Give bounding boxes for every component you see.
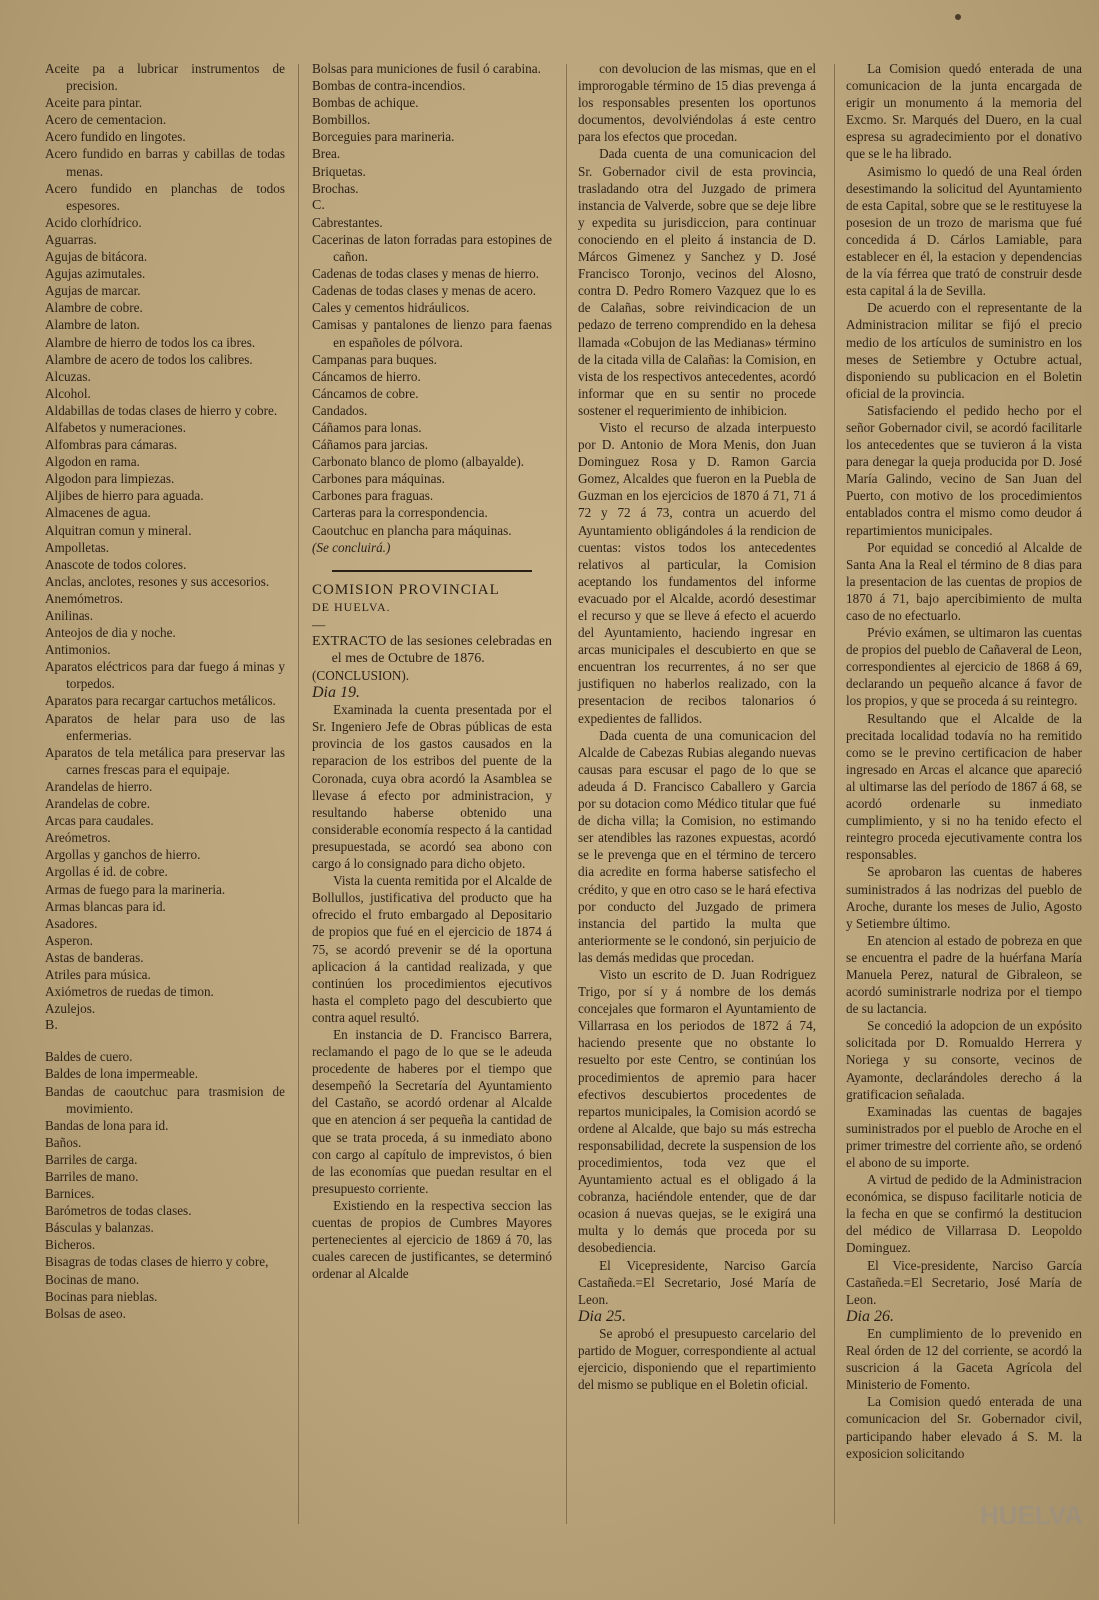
list-item: Anascote de todos colores. (45, 556, 187, 572)
col4-paragraphs-2 (846, 1325, 1082, 1462)
list-item: Anclas, anclotes, resones y sus accesorios. (45, 573, 270, 589)
paragraph: La Comision quedó enterada de una comunicacion del Sr. Gobernador civil, participando haber elevado á S. M. la exposicion solicitando (846, 1394, 1082, 1461)
list-item: Alfabetos y numeraciones. (45, 419, 186, 435)
list-item: Antimonios. (45, 642, 111, 658)
list-item: Azulejos. (45, 1001, 96, 1017)
paragraph: Visto el recurso de alzada interpuesto por D. Antonio de Mora Menis, don Juan Dominguez Rosa y D. Ramon Garcia Gomez, Alcaldes que fueron en la Puebla de Guzman en los ejercicios de 1870 á 71, 71 á 72 y 72 á 73, contra un acuerdo del Ayuntamiento obligándoles á la rendicion de cuentas: vistos todos los antecedentes relativos al particular, la Comision aceptando los fundamentos del informe evacuado por el Alcalde, acordó desestimar el recurso y que se lleve á efecto el acuerdo del Ayuntamiento, haciendo ingresar en arcas municipales el descubierto en que se encuentran los recurrentes, á no ser que justifiquen no haberlos realizado, con la presentacion de recibos talonarios ó expedientes de fallidos. (578, 419, 816, 726)
list-item: Aparatos de helar para uso de las enfermerias. (45, 710, 285, 743)
column-rule (298, 64, 299, 1524)
section-subheading: DE HUELVA. (312, 599, 391, 614)
day-heading: Dia 19. (312, 684, 360, 702)
paragraph: En instancia de D. Francisco Barrera, reclamando el pago de lo que se le adeuda procedente de haberes por el tiempo que desempeñó la Secretaría del Ayuntamiento del Castaño, se acordó ordenar al Alcalde que en atencion á ser pequeña la cantidad de que se trata proceda, á su inmediato abono con cargo al capítulo de imprevistos, ó bien de las economías que puedan resultar en el presupuesto corriente. (312, 1026, 552, 1196)
list-item: Agujas de bitácora. (45, 249, 148, 265)
paragraph: En cumplimiento de lo prevenido en Real órden de 12 del corriente, se acordó la suscricion á la Gaceta Agrícola del Ministerio de Fomento. (846, 1325, 1082, 1393)
list-item: Aparatos para recargar cartuchos metálicos. (45, 693, 276, 709)
list-item: Alfombras para cámaras. (45, 437, 178, 453)
conclusion-label: (CONCLUSION). (312, 668, 410, 683)
list-item: Arandelas de hierro. (45, 778, 153, 794)
list-item: Acero fundido en lingotes. (45, 129, 186, 145)
list-item: Barnices. (45, 1186, 95, 1202)
paragraph: En atencion al estado de pobreza en que se encuentra el padre de la huérfana María Manuela Perez, natural de Gibraleon, se acordó suministrarle nodriza por el tiempo de su lactancia. (846, 932, 1082, 1017)
list-item: Campanas para buques. (312, 351, 437, 367)
list-item: Acero de cementacion. (45, 112, 167, 128)
section-divider (332, 570, 532, 572)
list-item: Cáñamos para lonas. (312, 419, 422, 435)
items-a-list (45, 60, 285, 1017)
column-4 (846, 60, 1082, 1462)
list-item: Bisagras de todas clases de hierro y cobre, (45, 1254, 269, 1270)
paragraph: Prévio exámen, se ultimaron las cuentas de propios del pueblo de Cañaveral de Leon, correspondientes al ejercicio de 1868 á 69, declarando un pequeño alcance á favor de los propios, y que se proceda á su reintegro. (846, 625, 1082, 709)
list-item: Briquetas. (312, 163, 366, 179)
paragraph: con devolucion de las mismas, que en el improrogable término de 15 dias prevenga á los responsables presenten los oportunos documentos, devolviéndolas á este centro para los efectos que procedan. (578, 61, 816, 145)
list-item: Carbonato blanco de plomo (albayalde). (312, 454, 525, 470)
list-item: Bocinas para nieblas. (45, 1288, 158, 1304)
paragraph: Existiendo en la respectiva seccion las cuentas de propios de Cumbres Mayores pertenecientes al ejercicio de 1869 á 70, las cuales carecen de justificantes, se determinó ordenar al Alcalde (312, 1197, 552, 1282)
list-item: Cáncamos de hierro. (312, 368, 421, 384)
paragraph: De acuerdo con el representante de la Administracion militar se fijó el precio medio de los artículos de suministro en los meses de Setiembre y Octubre actual, disponiendo su publicacion en el Boletin oficial de la provincia. (846, 300, 1082, 401)
items-c-list (312, 214, 552, 539)
paragraph: El Vicepresidente, Narciso García Castañeda.=El Secretario, José María de Leon. (578, 1257, 816, 1307)
paragraph: Examinadas las cuentas de bagajes suministrados por el pueblo de Aroche en el primer trimestre del corriente año, se ordenó el abono de su importe. (846, 1103, 1082, 1170)
list-item: Cabrestantes. (312, 214, 383, 230)
list-item: Alambre de laton. (45, 317, 140, 333)
list-item: Anteojos de dia y noche. (45, 625, 176, 641)
list-item: Cáñamos para jarcias. (312, 437, 429, 453)
list-item: Barómetros de todas clases. (45, 1203, 192, 1219)
list-item: Cadenas de todas clases y menas de acero. (312, 283, 537, 299)
list-item: Aparatos eléctricos para dar fuego á minas y torpedos. (45, 659, 285, 692)
list-item: Agujas azimutales. (45, 266, 146, 282)
list-item: Aguarras. (45, 231, 97, 247)
list-item: Bolsas para municiones de fusil ó carabina. (312, 61, 541, 76)
list-item: Aceite para pintar. (45, 95, 143, 111)
paragraph: Examinada la cuenta presentada por el Sr. Ingeniero Jefe de Obras públicas de esta provincia de los gastos causados en la reparacion de los estribos del puente de la Coronada, cuya obra acordó la Asamblea se llevase á efecto por administracion, y resultando haberse obtenido una considerable economía respecto á la cantidad presupuestada, se acordó sea abono con cargo á lo consignado para dicho objeto. (312, 702, 552, 872)
paragraph: Se concedió la adopcion de un expósito solicitada por D. Romualdo Herrera y Noriega y su consorte, vecinos de Ayamonte, declarándoles derecho á la gratificacion señalada. (846, 1018, 1082, 1102)
col4-paragraphs (846, 60, 1082, 1308)
list-item: Alquitran comun y mineral. (45, 522, 192, 538)
list-item: Bolsas de aseo. (45, 1305, 126, 1321)
list-item: Barriles de mano. (45, 1169, 139, 1184)
col3-paragraphs (578, 60, 816, 1308)
day-heading: Dia 25. (578, 1307, 626, 1325)
list-item: Cáncamos de cobre. (312, 385, 419, 401)
list-item: Básculas y balanzas. (45, 1220, 154, 1236)
col3-paragraphs-2 (578, 1325, 816, 1393)
list-item: Acero fundido en planchas de todos espesores. (45, 180, 285, 213)
list-item: Armas de fuego para la marineria. (45, 881, 226, 897)
heading-dash: — (312, 616, 326, 632)
list-item: Algodon para limpiezas. (45, 471, 175, 487)
paragraph: Asimismo lo quedó de una Real órden desestimando la solicitud del Ayuntamiento de esta Capital, sobre que se le restituyese la posesion de un trozo de marisma que fué concedida á D. Cárlos Lamiable, para establecer en él, la estacion y dependencias de la vía férrea que trató de construir desde esta capital á la de Sevilla. (846, 163, 1082, 299)
list-item: Arcas para caudales. (45, 813, 154, 829)
list-item: Bandas de caoutchuc para trasmision de movimiento. (45, 1083, 285, 1116)
continued-note: (Se concluirá.) (312, 539, 391, 555)
list-item: Bombas de achique. (312, 95, 419, 111)
paragraph: Por equidad se concedió al Alcalde de Santa Ana la Real el término de 8 dias para la presentacion de las cuentas de propios de 1870 á 71, bajo apercibimiento de multa caso de no efectuarlo. (846, 539, 1082, 623)
paragraph: A virtud de pedido de la Administracion económica, se dispuso facilitarle noticia de la fecha en que se confirmó la destitucion del médico de Villarrasa D. Leopoldo Dominguez. (846, 1172, 1082, 1256)
list-item: Acido clorhídrico. (45, 214, 142, 230)
list-item: Carbones para fraguas. (312, 488, 434, 504)
column-rule (566, 64, 567, 1524)
list-item: Cacerinas de laton forradas para estopines de cañon. (312, 231, 552, 265)
list-item: Baldes de lona impermeable. (45, 1066, 199, 1082)
col2-paragraphs (312, 701, 552, 1282)
list-item: Aldabillas de todas clases de hierro y cobre. (45, 402, 278, 418)
list-item: Acero fundido en barras y cabillas de todas menas. (45, 146, 285, 179)
extract-title: EXTRACTO de las sesiones celebradas en el mes de Octubre de 1876. (312, 634, 552, 666)
list-item: Algodon en rama. (45, 454, 140, 470)
section-heading: COMISION PROVINCIAL (312, 581, 500, 598)
list-item: Brochas. (312, 180, 359, 196)
list-item: Aljibes de hierro para aguada. (45, 488, 204, 504)
list-item: Alambre de acero de todos los calibres. (45, 351, 253, 367)
list-item: Almacenes de agua. (45, 505, 151, 521)
day-heading: Dia 26. (846, 1307, 894, 1325)
paragraph: Se aprobaron las cuentas de haberes suministrados á las nodrizas del pueblo de Aroche, durante los meses de Julio, Agosto y Setiembre último. (846, 864, 1082, 931)
paragraph: Satisfaciendo el pedido hecho por el señor Gobernador civil, se acordó facilitarle los antecedentes que se tuvieron á la vista para denegar la queja producida por D. José María Galindo, vecino de San Juan del Puerto, con motivo de los procedimientos entablados contra el mismo como deudor á repartimientos municipales. (846, 402, 1082, 538)
list-item: Caoutchuc en plancha para máquinas. (312, 522, 512, 538)
list-item: Alcuzas. (45, 368, 91, 384)
list-item: Bandas de lona para id. (45, 1117, 169, 1133)
list-item: Carbones para máquinas. (312, 471, 445, 487)
list-item: Armas blancas para id. (45, 898, 166, 914)
list-item: Cales y cementos hidráulicos. (312, 300, 470, 316)
paragraph: Dada cuenta de una comunicacion del Sr. Gobernador civil de esta provincia, trasladando otra del Juzgado de primera instancia de Valverde, sobre que se deje libre y expedita su jurisdiccion, para continuar conociendo en el pleito á instancia de D. Márcos Gimenez y Sanchez y D. José Francisco Toronjo, vecinos del Alosno, contra D. Pedro Romero Vazquez que lo es de Calañas, sobre reivindicacion de un pedazo de terreno comprendido en la dehesa llamada «Cobujon de las Medianas» término de la citada villa de Calañas: la Comision, en vista de los respectivos antecedentes, acordó informar que en su sentir no procede sostener el requerimiento de inhibicion. (578, 146, 816, 418)
list-item: Areómetros. (45, 830, 111, 846)
items-b2-list (312, 60, 552, 197)
column-3 (578, 60, 816, 1393)
items-b-list (45, 1048, 285, 1322)
list-item: Borceguies para marineria. (312, 129, 455, 145)
list-item: Argollas y ganchos de hierro. (45, 847, 201, 863)
column-rule (834, 64, 835, 1524)
list-item: Arandelas de cobre. (45, 796, 151, 812)
list-item: Baldes de cuero. (45, 1049, 133, 1065)
list-item: Aparatos de tela metálica para preservar las carnes frescas para el equipaje. (45, 744, 285, 777)
list-item: Bombillos. (312, 112, 371, 128)
list-item: Atriles para música. (45, 966, 151, 982)
list-item: Baños. (45, 1134, 82, 1150)
list-item: Astas de banderas. (45, 949, 144, 965)
list-item: Asperon. (45, 932, 93, 948)
list-item: Anemómetros. (45, 590, 124, 606)
column-1 (45, 60, 285, 1322)
list-item: Alambre de hierro de todos los ca ibres. (45, 334, 256, 350)
list-item: Barriles de carga. (45, 1151, 138, 1167)
ink-dot (955, 14, 961, 20)
list-item: Alcohol. (45, 385, 91, 401)
section-letter-b: B. (45, 1018, 58, 1034)
paragraph: El Vice-presidente, Narciso García Castañeda.=El Secretario, José María de Leon. (846, 1257, 1082, 1307)
section-letter-c: C. (312, 197, 325, 213)
paragraph: La Comision quedó enterada de una comunicacion de la junta encargada de erigir un monumento á la memoria del Excmo. Sr. Marqués del Duero, en la cual espresa su agradecimiento por el donativo que se le ha librado. (846, 61, 1082, 162)
list-item: Alambre de cobre. (45, 300, 143, 316)
list-item: Camisas y pantalones de lienzo para faenas en españoles de pólvora. (312, 317, 552, 350)
list-item: Asadores. (45, 915, 98, 931)
paragraph: Visto un escrito de D. Juan Rodriguez Trigo, por sí y á nombre de los demás concejales que formaron el Ayuntamiento de Villarrasa en los periodos de 1872 á 74, haciendo presente que no obstante lo resuelto por este Centro, se continúan los procedimientos de apremio para hacer efectivos descubiertos procedentes de repartos municipales, la Comision acordó se ordene al Alcalde, que bajo su más estrecha responsabilidad, decrete la suspension de los procedimientos, toda vez que el Ayuntamiento actual es el obligado á la cobranza, haciéndole entender, que de dar ocasion á nuevas quejas, se le exigirá una multa y lo demás que proceda por su desobediencia. (578, 966, 816, 1256)
paragraph: Dada cuenta de una comunicacion del Alcalde de Cabezas Rubias alegando nuevas causas para escusar el pago de lo que se adeuda á D. Francisco Caballero y Garcia por su dotacion como Médico titular que fué de dicha villa; la Comision, no estimando ser atendibles las razones expuestas, acordó se le prevenga que en el término de tercero dia acredite en forma haberse satisfecho el crédito, y que en otro caso se le hará efectiva por conducto del Juzgado de primera instancia del partido la multa que anteriormente se le condonó, sin perjuicio de las demás medidas que procedan. (578, 727, 816, 965)
column-2 (312, 60, 552, 1282)
list-item: Carteras para la correspondencia. (312, 505, 488, 521)
list-item: Agujas de marcar. (45, 283, 141, 299)
list-item: Candados. (312, 402, 368, 418)
list-item: Axiómetros de ruedas de timon. (45, 984, 214, 1000)
list-item: Bicheros. (45, 1237, 96, 1253)
list-item: Argollas é id. de cobre. (45, 864, 168, 880)
list-item: Aceite pa a lubricar instrumentos de precision. (45, 61, 285, 94)
paragraph: Se aprobó el presupuesto carcelario del partido de Moguer, correspondiente al actual ejercicio, disponiendo que el repartimiento del mismo se publique en el Boletin oficial. (578, 1325, 816, 1393)
list-item: Bombas de contra-incendios. (312, 78, 466, 94)
paragraph: Resultando que el Alcalde de la precitada localidad todavía no ha remitido como se le previno certificacion de haber ingresado en Arcas el alcance que apareció al ultimarse las del período de 1867 á 68, se acordó ordenarle su inmediato cumplimiento, y si no ha tenido efecto el reintegro proceda ejecutivamente contra los responsables. (846, 710, 1082, 863)
list-item: Ampolletas. (45, 539, 110, 555)
list-item: Brea. (312, 146, 341, 162)
paragraph: Vista la cuenta remitida por el Alcalde de Bollullos, justificativa del producto que ha ofrecido el fruto embargado al Depositario de propios que fué en el ejercicio de 1874 á 75, se acordó prevenir se dé la oportuna aplicacion á la cantidad realizada, y que continúen los procedimientos ejecutivos hasta el completo pago del descubierto que contra aquel resultó. (312, 873, 552, 1025)
list-item: Cadenas de todas clases y menas de hierro. (312, 266, 540, 282)
list-item: Anilinas. (45, 608, 93, 623)
watermark-logo: HUELVA (980, 1500, 1084, 1530)
list-item: Bocinas de mano. (45, 1271, 140, 1287)
